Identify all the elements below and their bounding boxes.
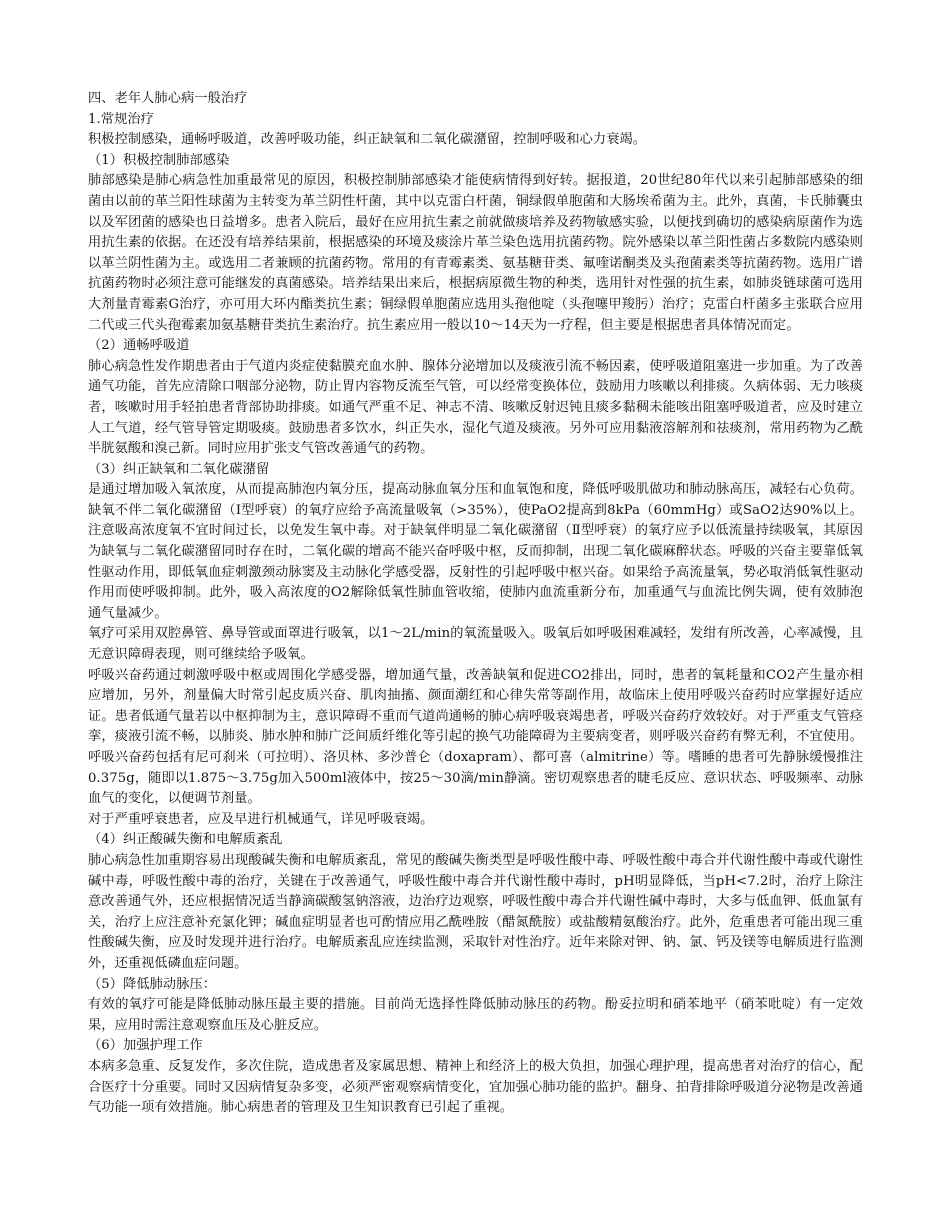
subsection-3-title: （3）纠正缺氧和二氧化碳潴留: [88, 461, 270, 477]
subsection-5-text: 有效的氧疗可能是降低肺动脉压最主要的措施。目前尚无选择性降低肺动脉压的药物。酚妥拉明和硝苯地平（硝苯吡啶）有一定效果，应用时需注意观察血压及心脏反应。: [88, 997, 863, 1033]
subsection-3-text-4: 对于严重呼衰患者，应及早进行机械通气，详见呼吸衰竭。: [88, 811, 434, 827]
subsection-3-text-1: 是通过增加吸入氧浓度，从而提高肺泡内氧分压，提高动脉血氧分压和血氧饱和度，降低呼吸肌做功和肺动脉高压，减轻右心负荷。缺氧不伴二氧化碳潴留（Ⅰ型呼衰）的氧疗应给予高流量吸氧（>35%），使PaO2提高到8kPa（60mmHg）或SaO2达90%以上。注意吸高浓度氧不宜时间过长，以免发生氧中毒。对于缺氧伴明显二氧化碳潴留（Ⅱ型呼衰）的氧疗应予以低流量持续吸氧，其原因为缺氧与二氧化碳潴留同时存在时，二氧化碳的增高不能兴奋呼吸中枢，反而抑制，出现二氧化碳麻醉状态。呼吸的兴奋主要靠低氧性驱动作用，即低氧血症刺激颈动脉窦及主动脉化学感受器，反射性的引起呼吸中枢兴奋。如果给予高流量氧，势必取消低氧性驱动作用而使呼吸抑制。此外，吸入高浓度的O2解除低氧性肺血管收缩，使肺内血流重新分布，加重通气与血流比例失调，使有效肺泡通气量减少。: [88, 482, 863, 621]
subsection-4-text: 肺心病急性加重期容易出现酸碱失衡和电解质紊乱，常见的酸碱失衡类型是呼吸性酸中毒、呼吸性酸中毒合并代谢性酸中毒或代谢性碱中毒，呼吸性酸中毒的治疗，关键在于改善通气，呼吸性酸中毒合并代谢性酸中毒时，pH明显降低，当pH<7.2时，治疗上除注意改善通气外，还应根据情况适当静滴碳酸氢钠溶液，边治疗边观察，呼吸性酸中毒合并代谢性碱中毒时，大多与低血钾、低血氯有关，治疗上应注意补充氯化钾；碱血症明显者也可酌情应用乙酰唑胺（醋氮酰胺）或盐酸精氨酸治疗。此外，危重患者可能出现三重性酸碱失衡，应及时发现并进行治疗。电解质紊乱应连续监测，采取针对性治疗。近年来除对钾、钠、氯、钙及镁等电解质进行监测外，还重视低磷血症问题。: [88, 852, 863, 971]
section-1-intro: 积极控制感染，通畅呼吸道，改善呼吸功能，纠正缺氧和二氧化碳潴留，控制呼吸和心力衰竭。: [88, 132, 647, 148]
section-1-title: 1.常规治疗: [88, 111, 154, 127]
subsection-2-title: （2）通畅呼吸道: [88, 338, 190, 354]
subsection-2-text: 肺心病急性发作期患者由于气道内炎症使黏膜充血水肿、腺体分泌增加以及痰液引流不畅因素，使呼吸道阻塞进一步加重。为了改善通气功能，首先应清除口咽部分泌物，防止胃内容物反流至气管，可以经常变换体位，鼓励用力咳嗽以利排痰。久病体弱、无力咳痰者，咳嗽时用手轻拍患者背部协助排痰。如通气严重不足、神志不清、咳嗽反射迟钝且痰多黏稠未能咳出阻塞呼吸道者，应及时建立人工气道，经气管导管定期吸痰。鼓励患者多饮水，纠正失水，湿化气道及痰液。另外可应用黏液溶解剂和祛痰剂，常用药物为乙酰半胱氨酸和溴己新。同时应用扩张支气管改善通气的药物。: [88, 358, 863, 457]
subsection-6-title: （6）加强护理工作: [88, 1038, 203, 1054]
subsection-1-title: （1）积极控制肺部感染: [88, 152, 230, 168]
subsection-3-text-3: 呼吸兴奋药通过刺激呼吸中枢或周围化学感受器，增加通气量，改善缺氧和促进CO2排出，同时，患者的氧耗量和CO2产生量亦相应增加，另外，剂量偏大时常引起皮质兴奋、肌肉抽搐、颜面潮红和心律失常等副作用，故临床上使用呼吸兴奋药时应掌握好适应证。患者低通气量若以中枢抑制为主，意识障碍不重而气道尚通畅的肺心病呼吸衰竭患者，呼吸兴奋药疗效较好。对于严重支气管痉挛，痰液引流不畅，以肺炎、肺水肿和肺广泛间质纤维化等引起的换气功能障碍为主要病变者，则呼吸兴奋药有弊无利，不宜使用。呼吸兴奋药包括有尼可刹米（可拉明）、洛贝林、多沙普仑（doxapram）、都可喜（almitrine）等。嗜睡的患者可先静脉缓慢推注0.375g，随即以1.875～3.75g加入500ml液体中，按25～30滴/min静滴。密切观察患者的睫毛反应、意识状态、呼吸频率、动脉血气的变化，以便调节剂量。: [88, 667, 863, 807]
document-body: [88, 89, 863, 1119]
subsection-3-text-2: 氧疗可采用双腔鼻管、鼻导管或面罩进行吸氧，以1～2L/min的氧流量吸入。吸氧后如呼吸困难减轻，发绀有所改善，心率减慢，且无意识障碍表现，则可继续给予吸氧。: [88, 626, 863, 663]
subsection-6-text: 本病多急重、反复发作，多次住院，造成患者及家属思想、精神上和经济上的极大负担，加强心理护理，提高患者对治疗的信心，配合医疗十分重要。同时又因病情复杂多变，必须严密观察病情变化，宜加强心肺功能的监护。翻身、拍背排除呼吸道分泌物是改善通气功能一项有效措施。肺心病患者的管理及卫生知识教育已引起了重视。: [88, 1058, 863, 1116]
document-title: 四、老年人肺心病一般治疗: [88, 91, 248, 106]
subsection-5-title: （5）降低肺动脉压：: [88, 976, 217, 992]
subsection-4-title: （4）纠正酸碱失衡和电解质紊乱: [88, 832, 283, 848]
subsection-1-text: 肺部感染是肺心病急性加重最常见的原因，积极控制肺部感染才能使病情得到好转。据报道，20世纪80年代以来引起肺部感染的细菌由以前的革兰阳性球菌为主转变为革兰阴性杆菌，其中以克雷白杆菌，铜绿假单胞菌和大肠埃希菌为主。此外，真菌，卡氏肺囊虫以及军团菌的感染也日益增多。患者入院后，最好在应用抗生素之前就做痰培养及药物敏感实验，以便找到确切的感染病原菌作为选用抗生素的依据。在还没有培养结果前，根据感染的环境及痰涂片革兰染色选用抗菌药物。院外感染以革兰阳性菌占多数院内感染则以革兰阴性菌为主。或选用二者兼顾的抗菌药物。常用的有青霉素类、氨基糖苷类、氟喹诺酮类及头孢菌素类等抗菌药物。选用广谱抗菌药物时必须注意可能继发的真菌感染。培养结果出来后，根据病原微生物的种类，选用针对性强的抗生素，如肺炎链球菌可选用大剂量青霉素G治疗，亦可用大环内酯类抗生素；铜绿假单胞菌应选用头孢他啶（头孢噻甲羧肟）治疗；克雷白杆菌多主张联合应用二代或三代头孢霉素加氨基糖苷类抗生素治疗。抗生素应用一般以10～14天为一疗程，但主要是根据患者具体情况而定。: [88, 173, 863, 333]
